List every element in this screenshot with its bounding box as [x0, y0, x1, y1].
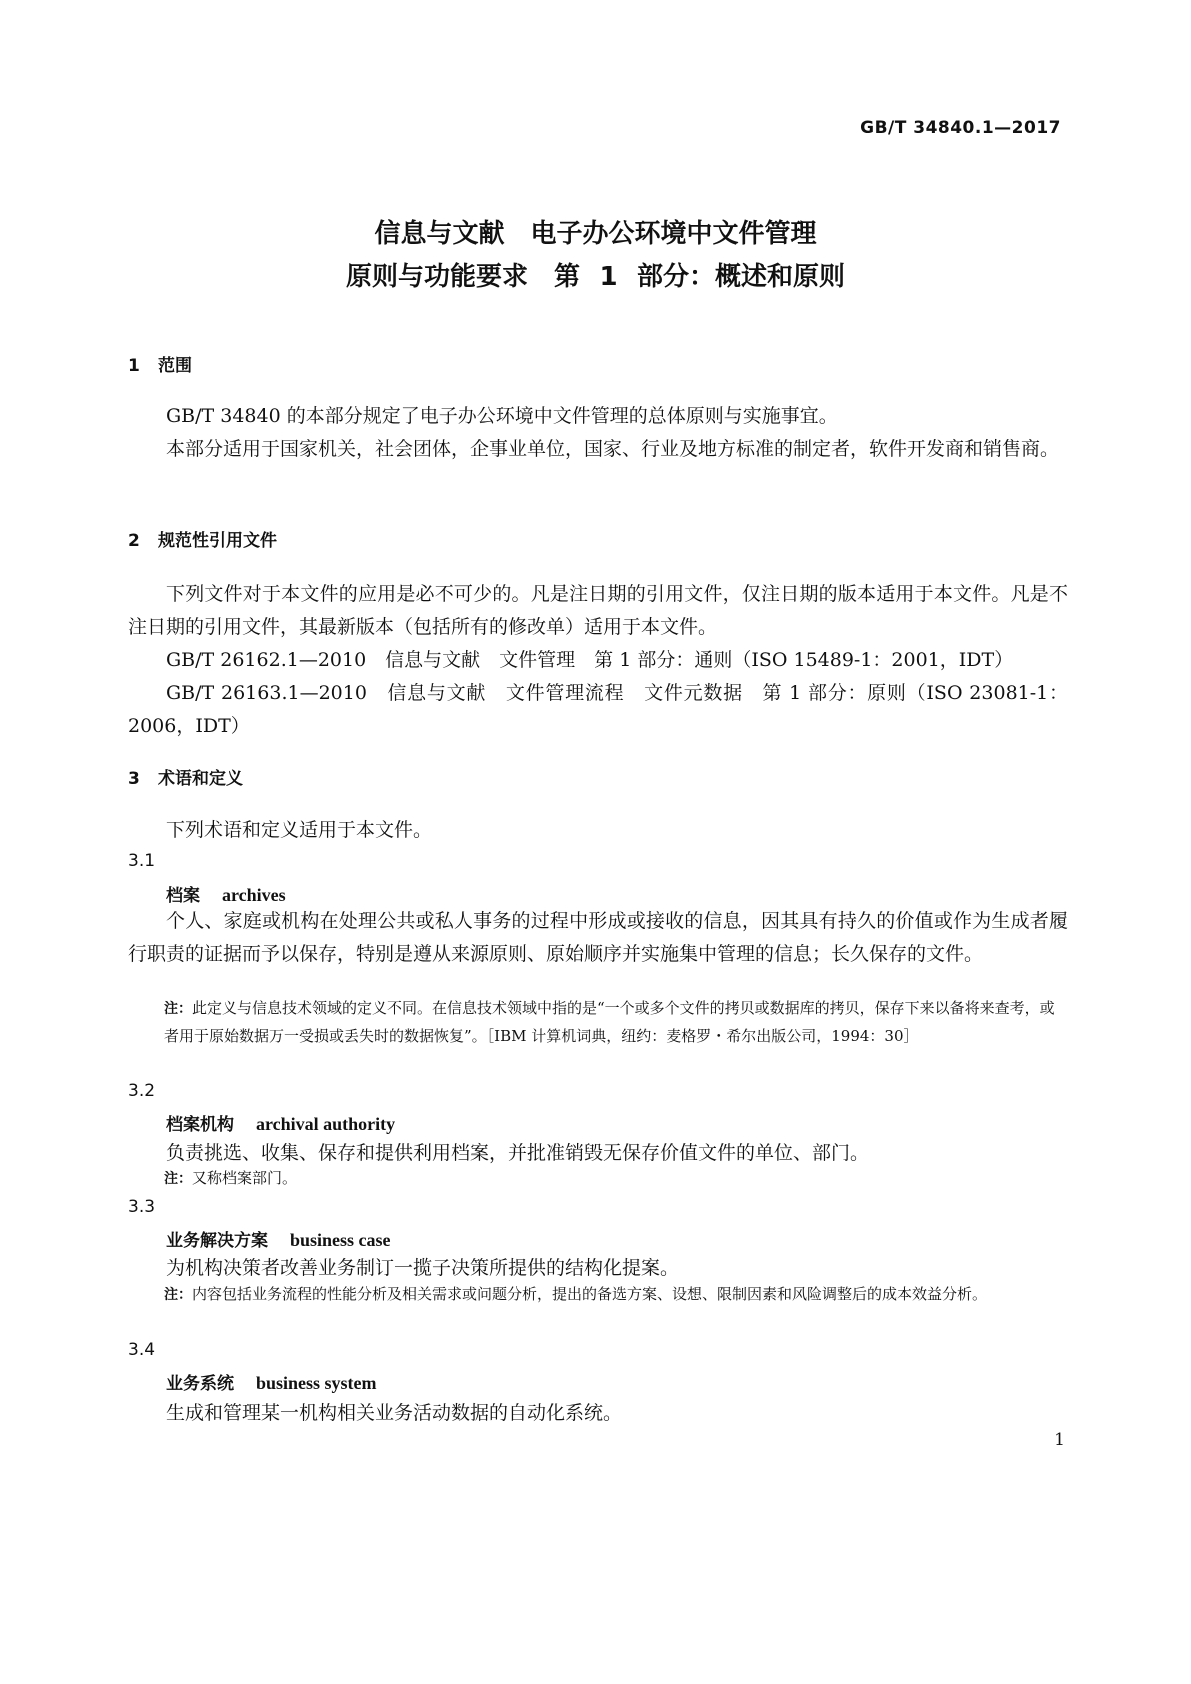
section-title: 术语和定义 — [158, 769, 243, 789]
term-definition: 负责挑选、收集、保存和提供利用档案，并批准销毁无保存价值文件的单位、部门。 — [166, 1142, 870, 1164]
page-number: 1 — [1054, 1430, 1065, 1450]
term-heading — [166, 1110, 395, 1135]
term-definition: 个人、家庭或机构在处理公共或私人事务的过程中形成或接收的信息，因其具有持久的价值或作为生成者履行职责的证据而予以保存，特别是遵从来源原则、原始顺序并实施集中管理的信息；长久保存的文件。 — [128, 910, 1068, 965]
section-2-paragraph-1: 下列文件对于本文件的应用是必不可少的。凡是注日期的引用文件，仅注日期的版本适用于本文件。凡是不注日期的引用文件，其最新版本（包括所有的修改单）适用于本文件。 — [128, 583, 1068, 638]
term-en: archival authority — [256, 1114, 396, 1134]
note-label: 注： — [164, 1171, 192, 1187]
term-zh: 档案 — [166, 886, 200, 906]
note-text: 此定义与信息技术领域的定义不同。在信息技术领域中指的是“一个或多个文件的拷贝或数据库的拷贝，保存下来以备将来查考，或者用于原始数据万一受损或丢失时的数据恢复”。［IBM 计算机词典，纽约：麦格罗・希尔出版公司，1994：30］ — [164, 999, 1055, 1045]
term-en: archives — [222, 885, 286, 905]
section-number: 1 — [128, 356, 140, 376]
term-note — [164, 995, 1064, 1050]
term-definition: 生成和管理某一机构相关业务活动数据的自动化系统。 — [166, 1402, 623, 1424]
section-1-paragraph-2: 本部分适用于国家机关，社会团体，企事业单位，国家、行业及地方标准的制定者，软件开发商和销售商。 — [166, 438, 1060, 460]
term-heading — [166, 1226, 391, 1251]
note-label: 注： — [164, 1001, 192, 1017]
section-1-heading — [128, 351, 192, 376]
note-label: 注： — [164, 1287, 192, 1303]
section-3-heading — [128, 764, 243, 789]
section-2-heading — [128, 526, 277, 551]
standard-code: GB/T 34840.1—2017 — [860, 118, 1061, 138]
note-text: 又称档案部门。 — [192, 1169, 298, 1187]
term-number: 3.1 — [128, 851, 156, 871]
term-heading — [166, 881, 286, 906]
term-note — [164, 1165, 1064, 1193]
term-en: business system — [256, 1373, 377, 1393]
document-title-line-1: 信息与文献 电子办公环境中文件管理 — [374, 219, 817, 249]
note-text: 内容包括业务流程的性能分析及相关需求或问题分析，提出的备选方案、设想、限制因素和风险调整后的成本效益分析。 — [192, 1285, 988, 1303]
section-title: 规范性引用文件 — [158, 531, 277, 551]
section-number: 3 — [128, 769, 140, 789]
term-note — [164, 1281, 1064, 1309]
term-number: 3.2 — [128, 1081, 156, 1101]
section-3-intro: 下列术语和定义适用于本文件。 — [166, 819, 433, 841]
term-number: 3.4 — [128, 1340, 156, 1360]
term-en: business case — [290, 1230, 391, 1250]
normative-reference-2: GB/T 26163.1—2010 信息与文献 文件管理流程 文件元数据 第 1 部分：原则（ISO 23081-1：2006，IDT） — [128, 682, 1068, 737]
section-title: 范围 — [158, 356, 192, 376]
section-1-paragraph-1: GB/T 34840 的本部分规定了电子办公环境中文件管理的总体原则与实施事宜。 — [166, 405, 838, 427]
term-heading — [166, 1369, 377, 1394]
term-zh: 业务系统 — [166, 1374, 234, 1394]
term-zh: 业务解决方案 — [166, 1231, 268, 1251]
document-title-line-2: 原则与功能要求 第 1 部分：概述和原则 — [346, 262, 845, 292]
term-definition: 为机构决策者改善业务制订一揽子决策所提供的结构化提案。 — [166, 1257, 680, 1279]
normative-reference-1: GB/T 26162.1—2010 信息与文献 文件管理 第 1 部分：通则（ISO 15489-1：2001，IDT） — [166, 649, 1014, 671]
term-zh: 档案机构 — [166, 1115, 234, 1135]
section-number: 2 — [128, 531, 140, 551]
term-number: 3.3 — [128, 1197, 156, 1217]
